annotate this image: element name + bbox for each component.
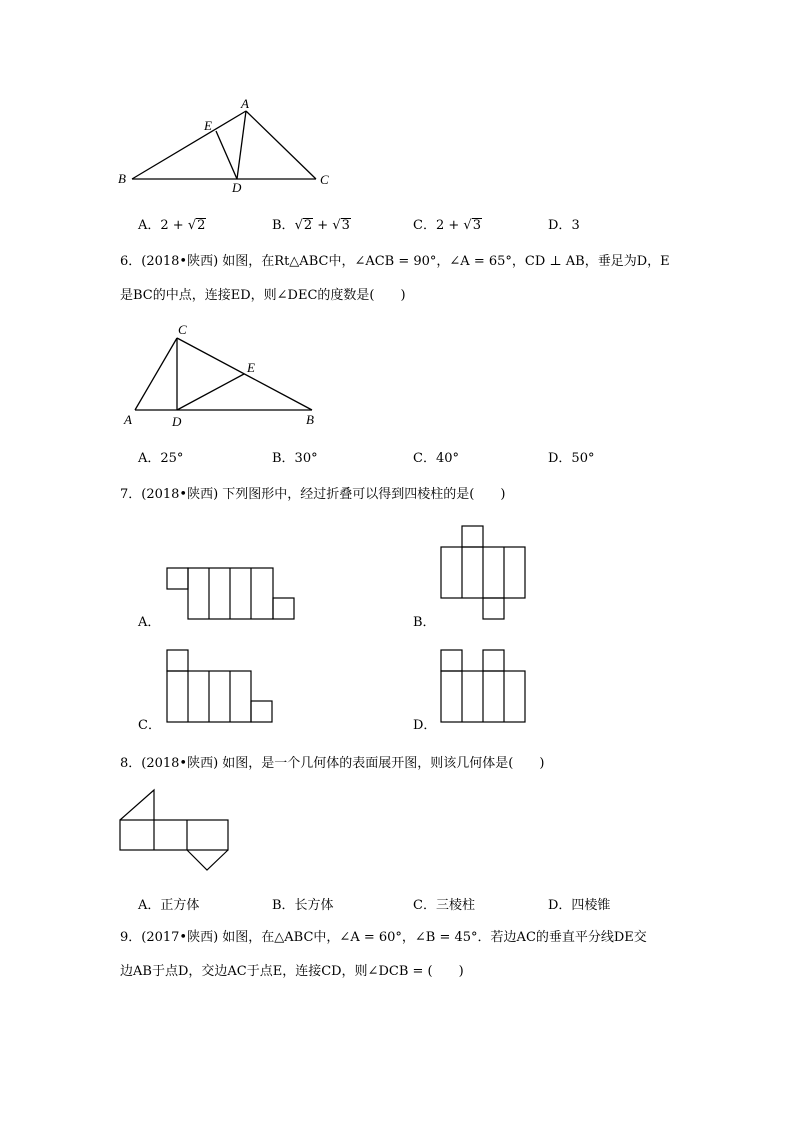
- q8-option-c[interactable]: C．三棱柱: [413, 898, 475, 913]
- q8-option-d[interactable]: D．四棱锥: [548, 898, 611, 913]
- label-A: A: [241, 96, 249, 111]
- q6-stem-line1: 6．(2018•陕西) 如图，在Rt△ABC中，∠ACB = 90°，∠A = 65°，CD ⊥ AB，垂足为D，E: [120, 254, 670, 269]
- q8-option-b[interactable]: B．长方体: [272, 898, 334, 913]
- label-E: E: [204, 118, 212, 133]
- q7-option-a[interactable]: A．: [138, 615, 161, 630]
- q5-option-a[interactable]: A．2 + √2: [138, 218, 206, 233]
- q6-option-c[interactable]: C．40°: [413, 451, 459, 466]
- label-A: A: [124, 412, 132, 427]
- label-B: B: [306, 412, 314, 427]
- label-C: C: [320, 172, 329, 187]
- q7-option-c[interactable]: C．: [138, 718, 161, 733]
- q6-option-b[interactable]: B．30°: [272, 451, 318, 466]
- label-C: C: [178, 322, 187, 337]
- q8-option-a[interactable]: A．正方体: [138, 898, 200, 913]
- q5-option-b[interactable]: B．√2 + √3: [272, 218, 350, 233]
- label-E: E: [247, 360, 255, 375]
- q7-option-b[interactable]: B．: [413, 615, 436, 630]
- q5-option-c[interactable]: C．2 + √3: [413, 218, 481, 233]
- q7-stem: 7．(2018•陕西) 下列图形中，经过折叠可以得到四棱柱的是( ): [120, 487, 506, 502]
- q6-stem-line2: 是BC的中点，连接ED，则∠DEC的度数是( ): [120, 288, 406, 303]
- q7-option-d[interactable]: D．: [413, 718, 437, 733]
- q9-stem-line2: 边AB于点D，交边AC于点E，连接CD，则∠DCB = ( ): [120, 964, 464, 979]
- q8-stem: 8．(2018•陕西) 如图，是一个几何体的表面展开图，则该几何体是( ): [120, 756, 545, 771]
- q6-option-a[interactable]: A．25°: [138, 451, 184, 466]
- q9-stem-line1: 9．(2017•陕西) 如图，在△ABC中，∠A = 60°，∠B = 45°．若边AC的垂直平分线DE交: [120, 930, 647, 945]
- label-D: D: [232, 180, 242, 195]
- label-B: B: [118, 171, 126, 186]
- q5-option-d[interactable]: D．3: [548, 218, 580, 233]
- label-D: D: [172, 414, 182, 429]
- q6-option-d[interactable]: D．50°: [548, 451, 595, 466]
